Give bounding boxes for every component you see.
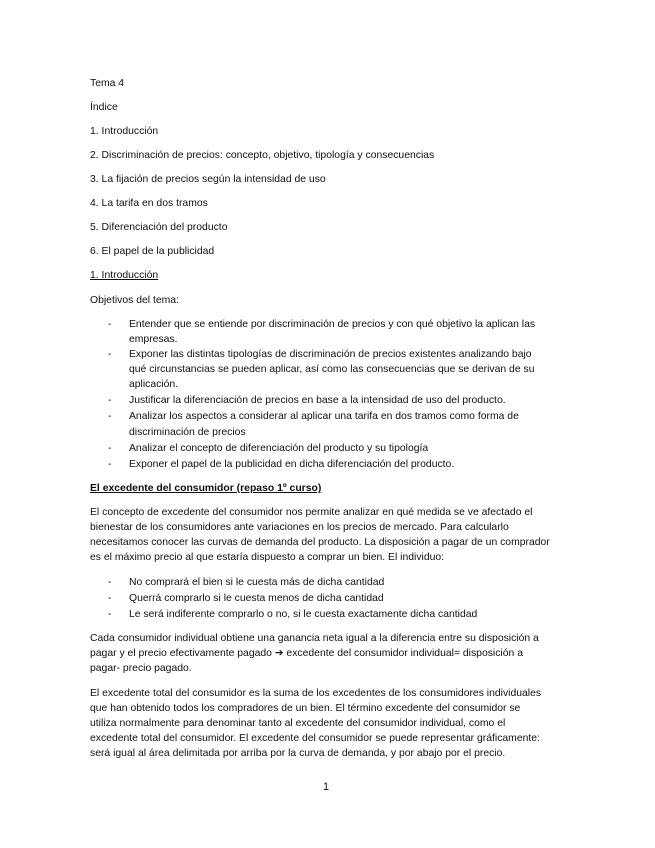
page-number: 1 xyxy=(323,781,330,793)
list-item-line: discriminación de precios xyxy=(129,427,246,438)
toc-item: 6. El papel de la publicidad xyxy=(90,246,215,257)
list-item-line: Le será indiferente comprarlo o no, si le cuesta exactamente dicha cantidad xyxy=(129,609,478,620)
index-heading: Índice xyxy=(90,102,118,113)
bullet-marker: - xyxy=(108,443,112,454)
list-item-line: Querrá comprarlo si le cuesta menos de dicha cantidad xyxy=(129,593,384,604)
list-item-line: Exponer el papel de la publicidad en dicha diferenciación del producto. xyxy=(129,459,455,470)
section-heading-introduccion: 1. Introducción xyxy=(90,270,159,281)
list-item-line: Analizar el concepto de diferenciación del producto y su tipología xyxy=(129,443,429,454)
bullet-marker: - xyxy=(108,577,112,588)
excedente-heading: El excedente del consumidor (repaso 1º curso) xyxy=(90,483,322,494)
paragraph-line: excedente total del consumidor. El excedente del consumidor se puede representar gráficamente: xyxy=(90,733,540,744)
list-item-line: Exponer las distintas tipologías de discriminación de precios existentes analizando bajo xyxy=(129,349,532,360)
toc-item: 1. Introducción xyxy=(90,126,159,137)
list-item-line: aplicación. xyxy=(129,379,179,390)
bullet-marker: - xyxy=(108,411,112,422)
paragraph-line: El concepto de excedente del consumidor nos permite analizar en qué medida se ve afectado el xyxy=(90,507,533,518)
paragraph-line: bienestar de los consumidores ante variaciones en los precios de mercado. Para calcularlo xyxy=(90,522,509,533)
list-item-line: qué circunstancias se pueden aplicar, así como las consecuencias que se derivan de su xyxy=(129,364,535,375)
list-item-line: Justificar la diferenciación de precios en base a la intensidad de uso del producto. xyxy=(129,395,506,406)
bullet-marker: - xyxy=(108,319,112,330)
paragraph-line: será igual al área delimitada por arriba por la curva de demanda, y por abajo por el precio. xyxy=(90,748,506,759)
paragraph-line: es el máximo precio al que estaría dispuesto a comprar un bien. El individuo: xyxy=(90,552,445,563)
paragraph-line: que han obtenido todos los compradores de un bien. El término excedente del consumidor se xyxy=(90,703,521,714)
toc-item: 5. Diferenciación del producto xyxy=(90,222,228,233)
list-item-line: empresas. xyxy=(129,334,178,345)
bullet-marker: - xyxy=(108,593,112,604)
objectives-label: Objetivos del tema: xyxy=(90,295,179,306)
paragraph-line: necesitamos conocer las curvas de demanda del producto. La disposición a pagar de un comprador xyxy=(90,537,550,548)
bullet-marker: - xyxy=(108,609,112,620)
list-item-line: No comprará el bien si le cuesta más de dicha cantidad xyxy=(129,577,385,588)
paragraph-line: pagar- precio pagado. xyxy=(90,663,192,674)
bullet-marker: - xyxy=(108,349,112,360)
list-item-line: Entender que se entiende por discriminación de precios y con qué objetivo la aplican las xyxy=(129,319,536,330)
toc-item: 4. La tarifa en dos tramos xyxy=(90,198,208,209)
toc-item: 2. Discriminación de precios: concepto, objetivo, tipología y consecuencias xyxy=(90,150,435,161)
paragraph-line: utiliza normalmente para denominar tanto al excedente del consumidor individual, como el xyxy=(90,718,506,729)
paragraph-line: Cada consumidor individual obtiene una ganancia neta igual a la diferencia entre su disposición a xyxy=(90,633,539,644)
bullet-marker: - xyxy=(108,459,112,470)
toc-item: 3. La fijación de precios según la intensidad de uso xyxy=(90,174,326,185)
topic-title: Tema 4 xyxy=(90,78,125,89)
bullet-marker: - xyxy=(108,395,112,406)
list-item-line: Analizar los aspectos a considerar al aplicar una tarifa en dos tramos como forma de xyxy=(129,411,519,422)
paragraph-line: pagar y el precio efectivamente pagado ➔ excedente del consumidor individual= disposición a xyxy=(90,648,523,659)
paragraph-line: El excedente total del consumidor es la suma de los excedentes de los consumidores individuales xyxy=(90,688,542,699)
